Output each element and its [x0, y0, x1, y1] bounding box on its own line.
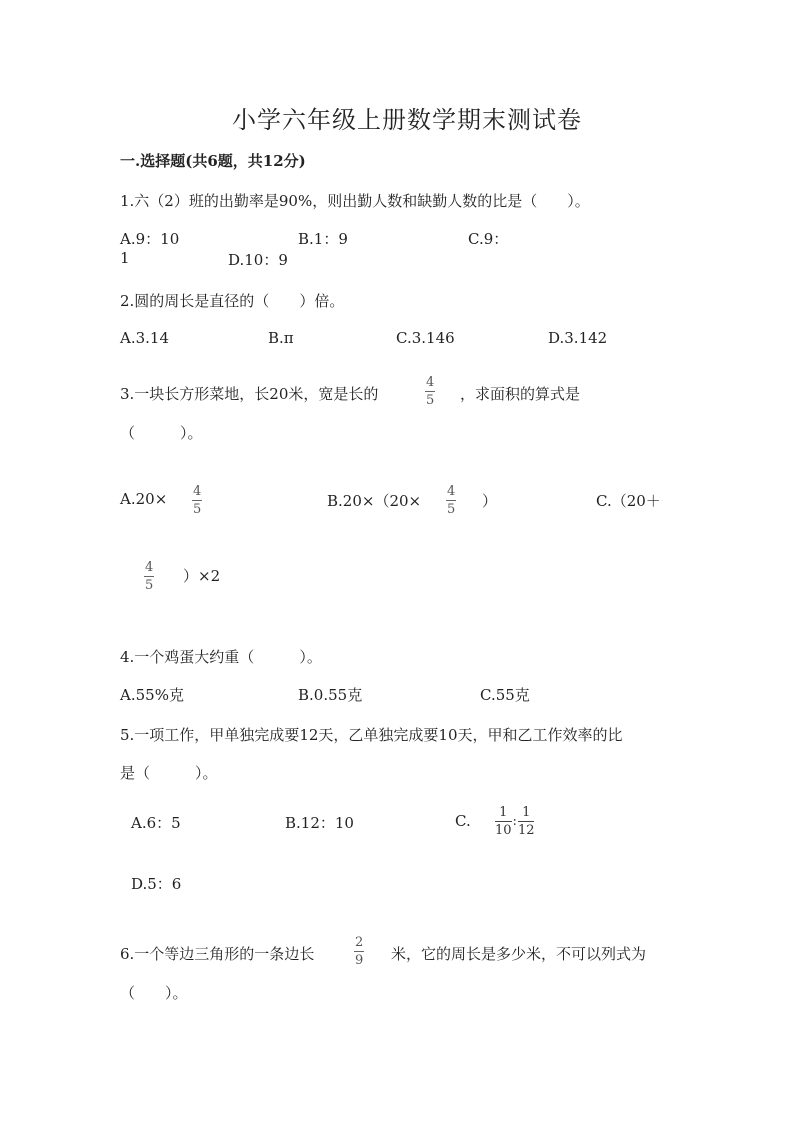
question-3-stem-part1: 3.一块长方形菜地，长20米，宽是长的 [120, 385, 379, 403]
q5-option-b: B.12：10 [285, 814, 354, 832]
question-6-stem-part1: 6.一个等边三角形的一条边长 [120, 945, 315, 963]
question-6-stem-part3: （ ）。 [120, 984, 188, 1002]
q3-frac-bar [425, 391, 435, 392]
q4-option-c: C.55克 [480, 686, 530, 704]
fraction-numerator: 4 [193, 484, 202, 499]
fraction-numerator: 1 [522, 805, 531, 820]
q3-option-a-fraction [192, 485, 202, 516]
q5-option-c: C. [455, 812, 471, 830]
q1-option-d: D.10：9 [228, 251, 288, 269]
q2-option-d: D.3.142 [548, 329, 608, 347]
fraction-bar [446, 500, 456, 501]
q3-option-b-fraction [446, 485, 456, 516]
q3-option-a: A.20× [120, 490, 168, 508]
question-4-stem: 4.一个鸡蛋大约重（ ）。 [120, 648, 322, 666]
q3-fraction [425, 376, 435, 407]
fraction-bar [495, 821, 512, 822]
question-5-stem-part1: 5.一项工作，甲单独完成要12天，乙单独完成要10天，甲和乙工作效率的比 [120, 726, 623, 744]
fraction-bar [144, 576, 154, 577]
question-1-stem: 1.六（2）班的出勤率是90%，则出勤人数和缺勤人数的比是（ ）。 [120, 192, 590, 210]
fraction-bar [518, 821, 535, 822]
fraction-numerator: 1 [499, 805, 508, 820]
q5-option-a: A.6：5 [131, 814, 181, 832]
question-3-stem-part2: ，求面积的算式是 [460, 385, 581, 403]
fraction-numerator: 4 [145, 560, 154, 575]
q2-option-a: A.3.14 [120, 329, 169, 347]
q1-option-c-cont: 1 [120, 249, 130, 267]
q3-option-c-fraction [144, 561, 154, 592]
fraction-denominator: 12 [517, 823, 535, 838]
question-3-stem-part3: （ ）。 [120, 424, 203, 442]
q3-option-c-cont: ）×2 [183, 567, 221, 585]
q1-option-a: A.9：10 [120, 230, 180, 248]
q1-option-b: B.1：9 [298, 230, 348, 248]
q2-option-b: B.π [268, 329, 294, 347]
q4-option-b: B.0.55克 [298, 686, 363, 704]
fraction-bar [354, 951, 364, 952]
fraction-denominator: 5 [145, 578, 154, 593]
fraction-denominator: 5 [193, 502, 202, 517]
fraction-denominator: 10 [495, 823, 512, 838]
question-6-stem-part2: 米，它的周长是多少米，不可以列式为 [391, 945, 647, 963]
page-title: 小学六年级上册数学期末测试卷 [232, 106, 582, 134]
q4-option-a: A.55%克 [120, 686, 184, 704]
fraction-denominator: 5 [447, 502, 456, 517]
q5-option-c-ratio [495, 806, 534, 837]
fraction-bar [192, 500, 202, 501]
section-heading: 一.选择题(共6题，共12分) [120, 152, 306, 170]
q3-option-c: C.（20＋ [596, 492, 661, 510]
ratio-fraction-1 [495, 806, 512, 837]
q3-frac-num: 4 [426, 375, 435, 390]
question-2-stem: 2.圆的周长是直径的（ ）倍。 [120, 292, 345, 310]
q5-option-d: D.5：6 [131, 875, 182, 893]
q6-fraction [354, 936, 364, 967]
q3-option-b-close: ） [482, 492, 498, 510]
q3-frac-den: 5 [426, 393, 435, 408]
q3-option-b: B.20×（20× [327, 492, 422, 510]
ratio-colon: : [512, 814, 517, 829]
fraction-numerator: 4 [447, 484, 456, 499]
ratio-fraction-2 [518, 806, 535, 837]
fraction-numerator: 2 [355, 935, 364, 950]
question-5-stem-part2: 是（ ）。 [120, 764, 218, 782]
fraction-denominator: 9 [355, 953, 364, 968]
q2-option-c: C.3.146 [396, 329, 455, 347]
q1-option-c: C.9： [468, 230, 509, 248]
